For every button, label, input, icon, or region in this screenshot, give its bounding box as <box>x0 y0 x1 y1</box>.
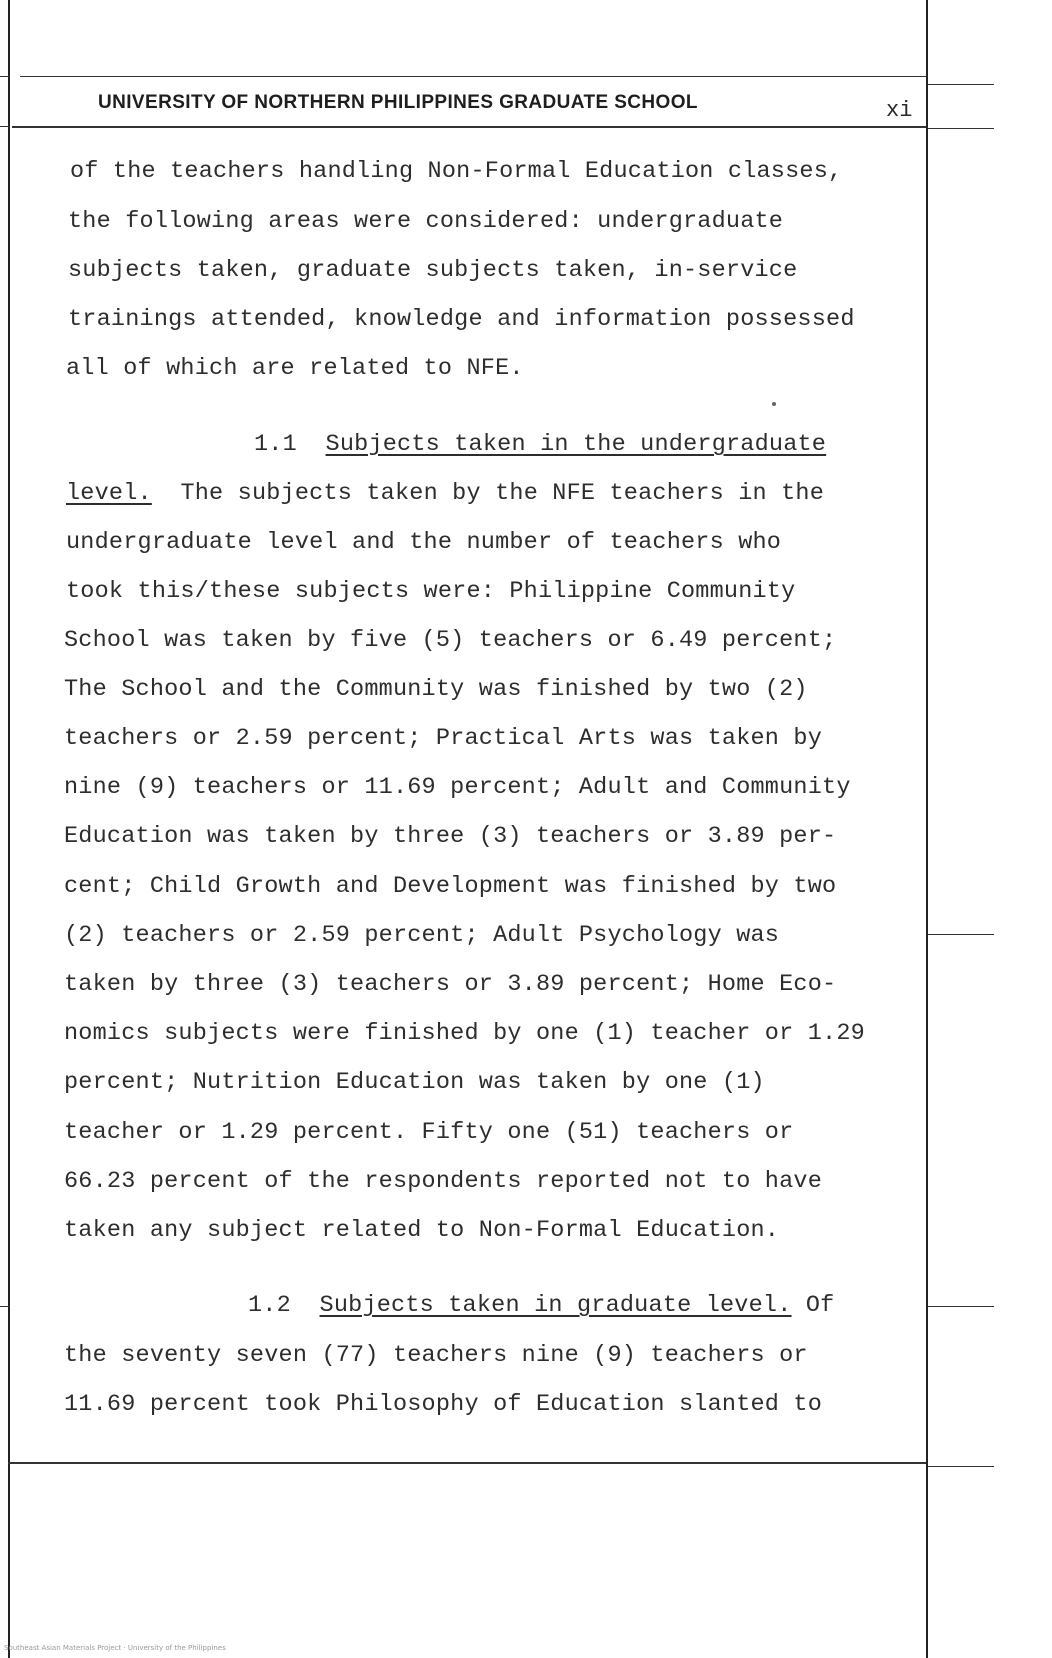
body-line: 11.69 percent took Philosophy of Education slanted to <box>64 1391 823 1418</box>
margin-tick <box>928 1306 994 1307</box>
section-1-2-heading <box>248 1292 834 1319</box>
margin-tick <box>928 934 994 935</box>
body-text: Of <box>805 1292 835 1319</box>
scan-speck <box>772 402 776 406</box>
scan-footer-note: Southeast Asian Materials Project · University of the Philippines <box>4 1644 226 1652</box>
margin-tick <box>0 76 10 77</box>
right-margin-rule <box>926 0 928 1658</box>
page-number: xi <box>886 98 913 123</box>
margin-tick <box>0 1306 10 1307</box>
header-bottom-rule <box>12 126 926 128</box>
body-line: nomics subjects were finished by one (1) teacher or 1.29 <box>64 1020 865 1047</box>
section-heading-underlined: Subjects taken in graduate level. <box>319 1292 792 1319</box>
header-top-rule <box>20 76 926 77</box>
section-number: 1.1 <box>254 431 297 458</box>
body-line: percent; Nutrition Education was taken by one (1) <box>64 1069 765 1096</box>
body-line: subjects taken, graduate subjects taken, in-service <box>68 257 798 284</box>
body-line: trainings attended, knowledge and information possessed <box>68 306 855 333</box>
body-line: the seventy seven (77) teachers nine (9) teachers or <box>64 1342 808 1369</box>
body-line: School was taken by five (5) teachers or 6.49 percent; <box>64 627 837 654</box>
body-line: teachers or 2.59 percent; Practical Arts was taken by <box>64 725 823 752</box>
footer-rule <box>8 1462 926 1464</box>
body-line: nine (9) teachers or 11.69 percent; Adult and Community <box>64 774 851 801</box>
section-heading-continued: level. <box>66 480 152 507</box>
body-line: (2) teachers or 2.59 percent; Adult Psychology was <box>64 922 780 949</box>
body-line: The School and the Community was finished by two (2) <box>64 676 808 703</box>
section-1-1-heading <box>254 431 826 458</box>
margin-tick <box>0 126 10 127</box>
body-text: The subjects taken by the NFE teachers in the <box>180 480 825 507</box>
body-line: 66.23 percent of the respondents reported not to have <box>64 1168 823 1195</box>
body-line: took this/these subjects were: Philippine Community <box>66 578 796 605</box>
body-line: cent; Child Growth and Development was finished by two <box>64 873 837 900</box>
body-line: of the teachers handling Non-Formal Education classes, <box>70 158 843 185</box>
left-margin-rule <box>8 0 10 1658</box>
section-1-1-first-line <box>66 480 824 507</box>
page-header-title: UNIVERSITY OF NORTHERN PHILIPPINES GRADUATE SCHOOL <box>98 92 698 113</box>
section-number: 1.2 <box>248 1292 291 1319</box>
body-line: all of which are related to NFE. <box>66 355 524 382</box>
body-line: taken by three (3) teachers or 3.89 percent; Home Eco- <box>64 971 837 998</box>
margin-tick <box>928 128 994 129</box>
margin-tick <box>928 1466 994 1467</box>
body-line: undergraduate level and the number of teachers who <box>66 529 782 556</box>
section-heading-underlined: Subjects taken in the undergraduate <box>325 431 827 458</box>
body-line: taken any subject related to Non-Formal Education. <box>64 1217 780 1244</box>
margin-tick <box>928 84 994 85</box>
body-line: the following areas were considered: undergraduate <box>68 208 784 235</box>
body-line: teacher or 1.29 percent. Fifty one (51) teachers or <box>64 1119 794 1146</box>
body-line: Education was taken by three (3) teachers or 3.89 per- <box>64 823 837 850</box>
